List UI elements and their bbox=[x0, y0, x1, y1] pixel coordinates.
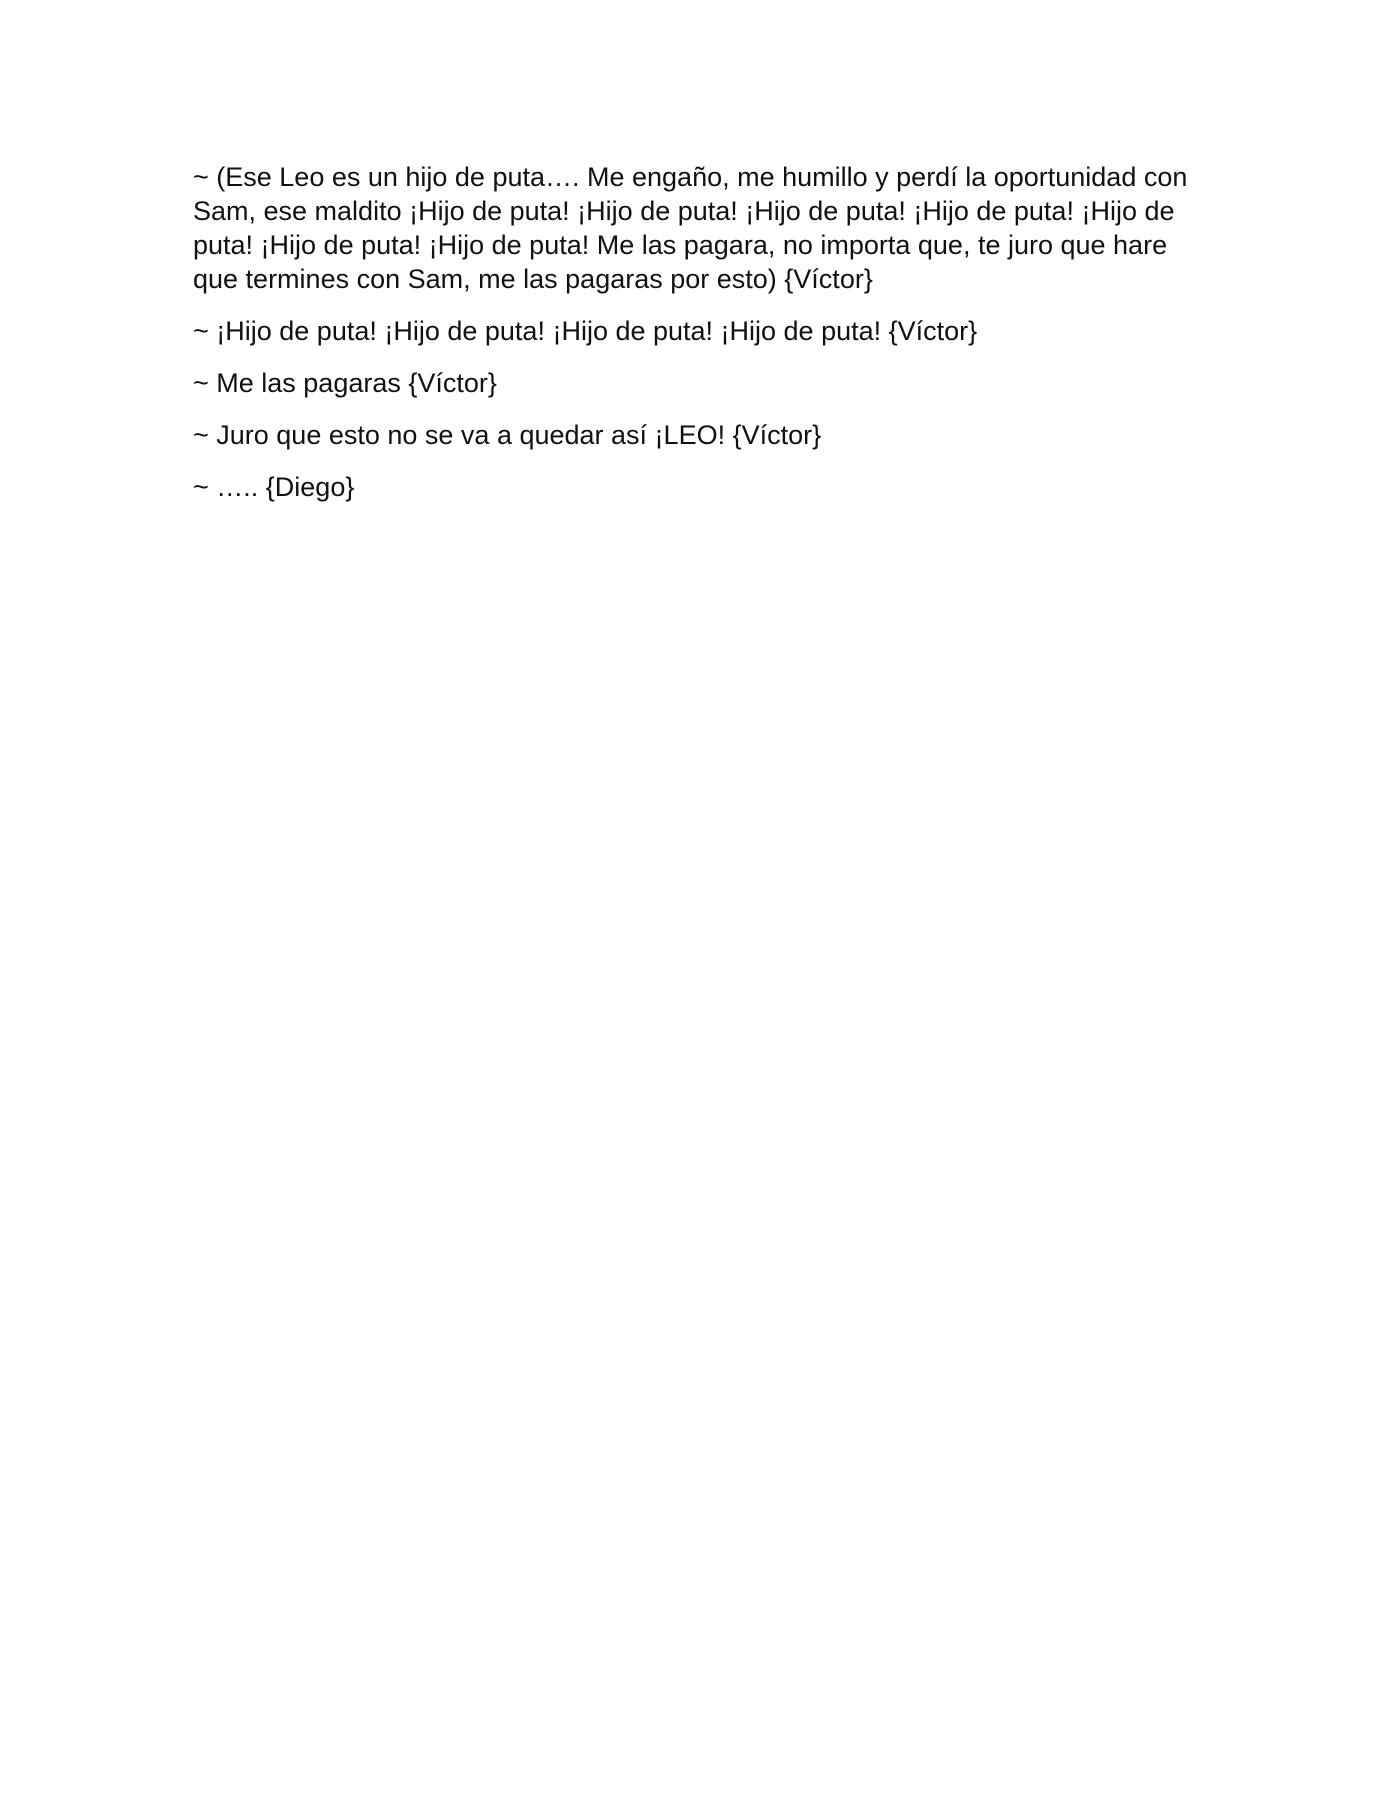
paragraph-4: ~ Juro que esto no se va a quedar así ¡LEO! {Víctor} bbox=[193, 420, 822, 450]
document-body bbox=[193, 160, 1203, 522]
paragraph-5: ~ ….. {Diego} bbox=[193, 472, 355, 502]
paragraph-1: ~ (Ese Leo es un hijo de puta…. Me engaño, me humillo y perdí la oportunidad con Sam, ese maldito ¡Hijo de puta! ¡Hijo de puta! ¡Hijo de puta! ¡Hijo de puta! ¡Hijo de puta! ¡Hijo de puta! ¡Hijo de puta! Me las pagara, no importa que, te juro que hare que termines con Sam, me las pagaras por esto) {Víctor} bbox=[193, 162, 1188, 294]
paragraph-2: ~ ¡Hijo de puta! ¡Hijo de puta! ¡Hijo de puta! ¡Hijo de puta! {Víctor} bbox=[193, 316, 978, 346]
paragraph-3: ~ Me las pagaras {Víctor} bbox=[193, 368, 497, 398]
